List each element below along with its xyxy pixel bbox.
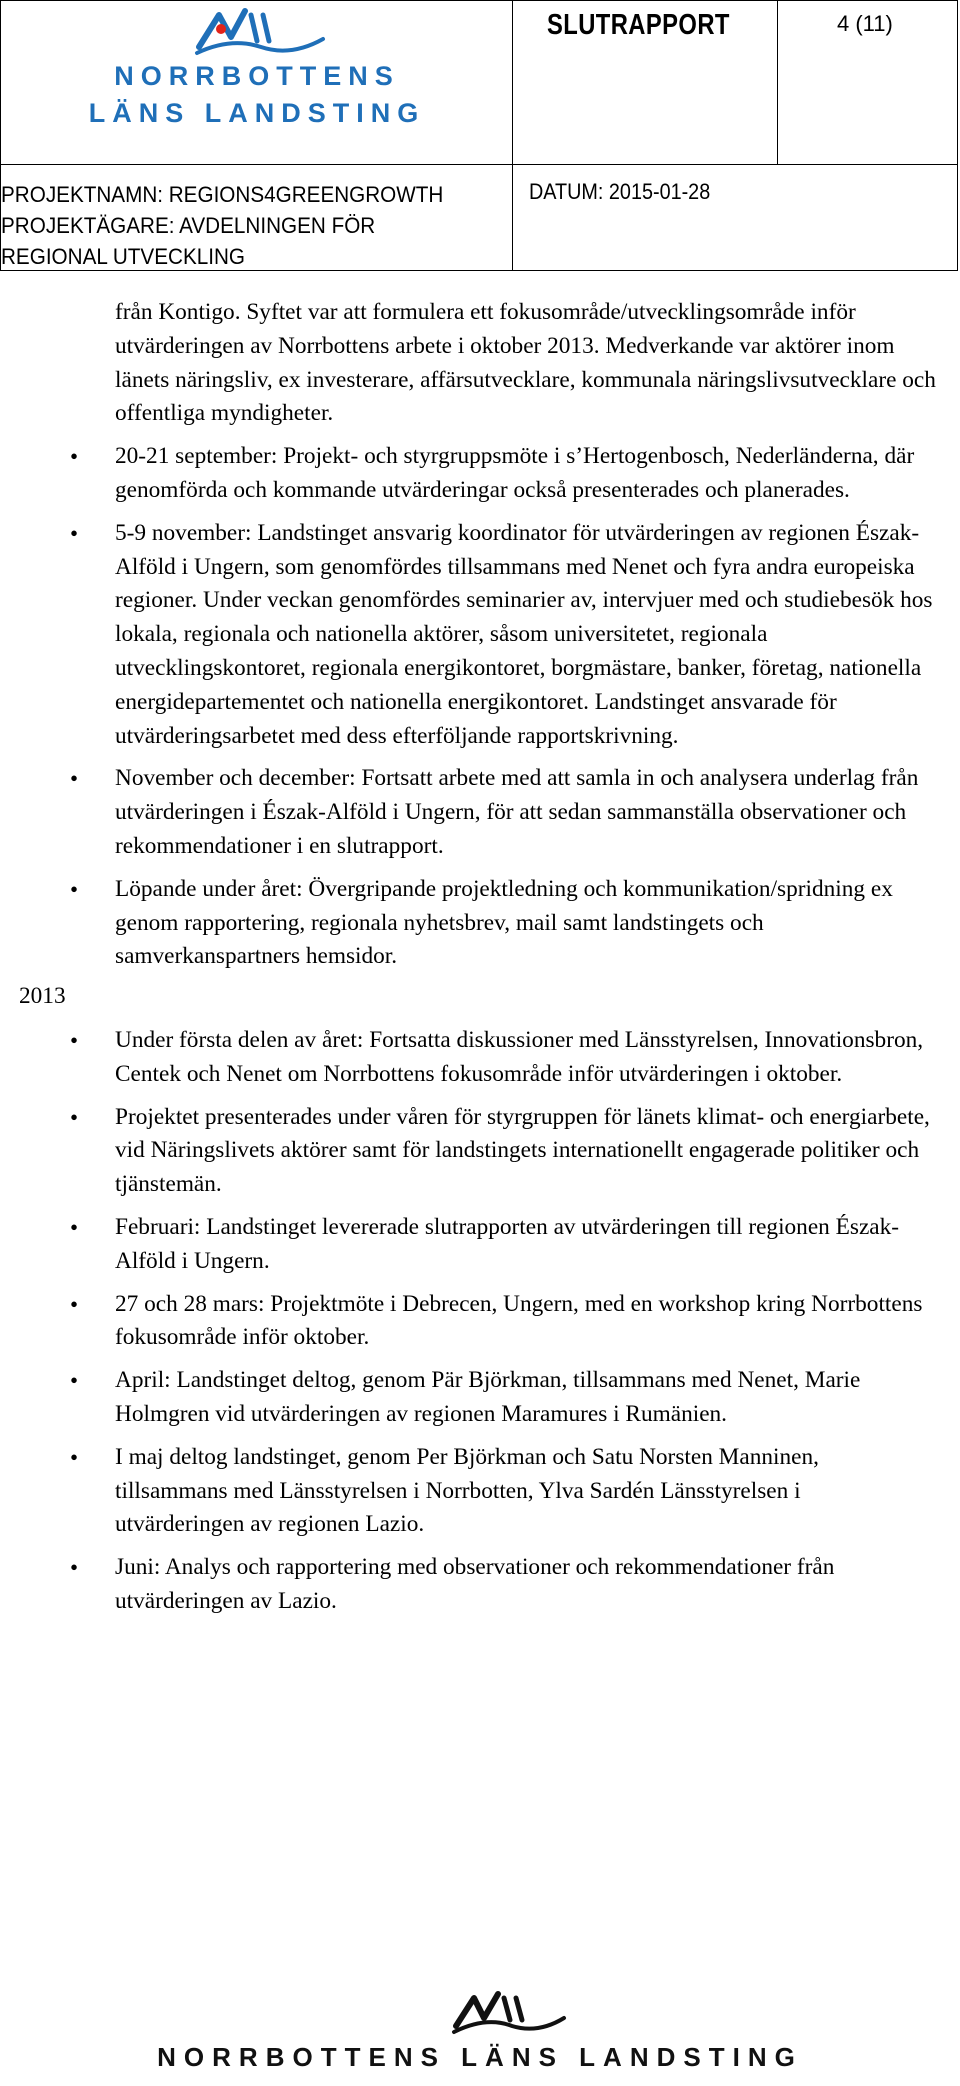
document-header xyxy=(0,0,958,271)
list-item: • Februari: Landstinget levererade slutrapporten av utvärderingen till regionen Észak-Alföld i Ungern. xyxy=(115,1211,935,1279)
bullet-list-2012 xyxy=(0,440,960,974)
list-item: • 20-21 september: Projekt- och styrgruppsmöte i s’Hertogenbosch, Nederländerna, där genomförda och kommande utvärderingar också presenterades och planerades. xyxy=(115,440,935,508)
document-date: DATUM: 2015-01-28 xyxy=(529,179,711,204)
page-number: 4 (11) xyxy=(837,11,893,36)
list-item: • Projektet presenterades under våren för styrgruppen för länets klimat- och energiarbete, vid Näringslivets aktörer samt för landstingets internationellt engagerade politiker och tjänstemän. xyxy=(115,1101,935,1202)
header-project-cell xyxy=(1,165,513,270)
project-info xyxy=(1,179,443,272)
logo-text-line2: LÄNS LANDSTING xyxy=(88,98,426,128)
footer-landsting-logo-icon xyxy=(450,1990,570,2036)
list-item: • Löpande under året: Övergripande projektledning och kommunikation/spridning ex genom rapportering, regionala nyhetsbrev, mail samt landstingets och samverkanspartners hemsidor. xyxy=(115,873,935,974)
list-item: • 5-9 november: Landstinget ansvarig koordinator för utvärderingen av regionen Észak-Alföld i Ungern, som genomfördes tillsammans med Nenet och fyra andra europeiska regioner. Under veckan genomfördes seminarier av, intervjuer med och studiebesök hos lokala, regionala och nationella aktörer, såsom universitetet, regionala utvecklingskontoret, regionala energikontoret, borgmästare, banker, företag, nationella energidepartementet och nationella energikontoret. Landstinget ansvarade för utvärderingsarbetet med dess efterföljande rapportskrivning. xyxy=(115,517,935,754)
list-item: • November och december: Fortsatt arbete med att samla in och analysera underlag från utvärderingen i Észak-Alföld i Ungern, för att sedan sammanställa observationer och rekommendationer i en slutrapport. xyxy=(115,762,935,863)
list-item: • Under första delen av året: Fortsatta diskussioner med Länsstyrelsen, Innovationsbron, Centek och Nenet om Norrbottens fokusområde inför utvärderingen i oktober. xyxy=(115,1024,935,1092)
project-name: PROJEKTNAMN: REGIONS4GREENGROWTH xyxy=(1,182,444,207)
landsting-logo-icon xyxy=(191,7,331,59)
list-item: • Juni: Analys och rapportering med observationer och rekommendationer från utvärderingen av Lazio. xyxy=(115,1551,935,1619)
project-owner-line2: REGIONAL UTVECKLING xyxy=(1,244,246,269)
list-item: • April: Landstinget deltog, genom Pär Björkman, tillsammans med Nenet, Marie Holmgren vid utvärderingen av regionen Maramures i Rumänien. xyxy=(115,1364,935,1432)
document-body xyxy=(0,296,960,1619)
project-owner-line1: PROJEKTÄGARE: AVDELNINGEN FÖR xyxy=(1,213,376,238)
list-item: • 27 och 28 mars: Projektmöte i Debrecen, Ungern, med en workshop kring Norrbottens fokusområde inför oktober. xyxy=(115,1288,935,1356)
header-date-cell xyxy=(513,165,957,270)
document-title: SLUTRAPPORT xyxy=(547,9,730,41)
header-title-cell xyxy=(513,1,778,165)
continuation-paragraph: från Kontigo. Syftet var att formulera ett fokusområde/utvecklingsområde inför utvärderingen av Norrbottens arbete i oktober 2013. Medverkande var aktörer inom länets näringsliv, ex investerare, affärsutvecklare, kommunala näringslivsutvecklare och offentliga myndigheter. xyxy=(115,299,936,427)
header-page-cell xyxy=(778,1,957,165)
header-logo-cell xyxy=(1,1,513,165)
year-heading: 2013 xyxy=(19,983,66,1010)
list-item: • I maj deltog landstinget, genom Per Björkman och Satu Norsten Manninen, tillsammans med Länsstyrelsen i Norrbotten, Ylva Sardén Länsstyrelsen i utvärderingen av regionen Lazio. xyxy=(115,1441,935,1542)
footer-logo-text: NORRBOTTENS LÄNS LANDSTING xyxy=(157,2042,803,2072)
logo-text-line1: NORRBOTTENS xyxy=(114,61,400,91)
bullet-list-2013 xyxy=(0,1024,960,1619)
